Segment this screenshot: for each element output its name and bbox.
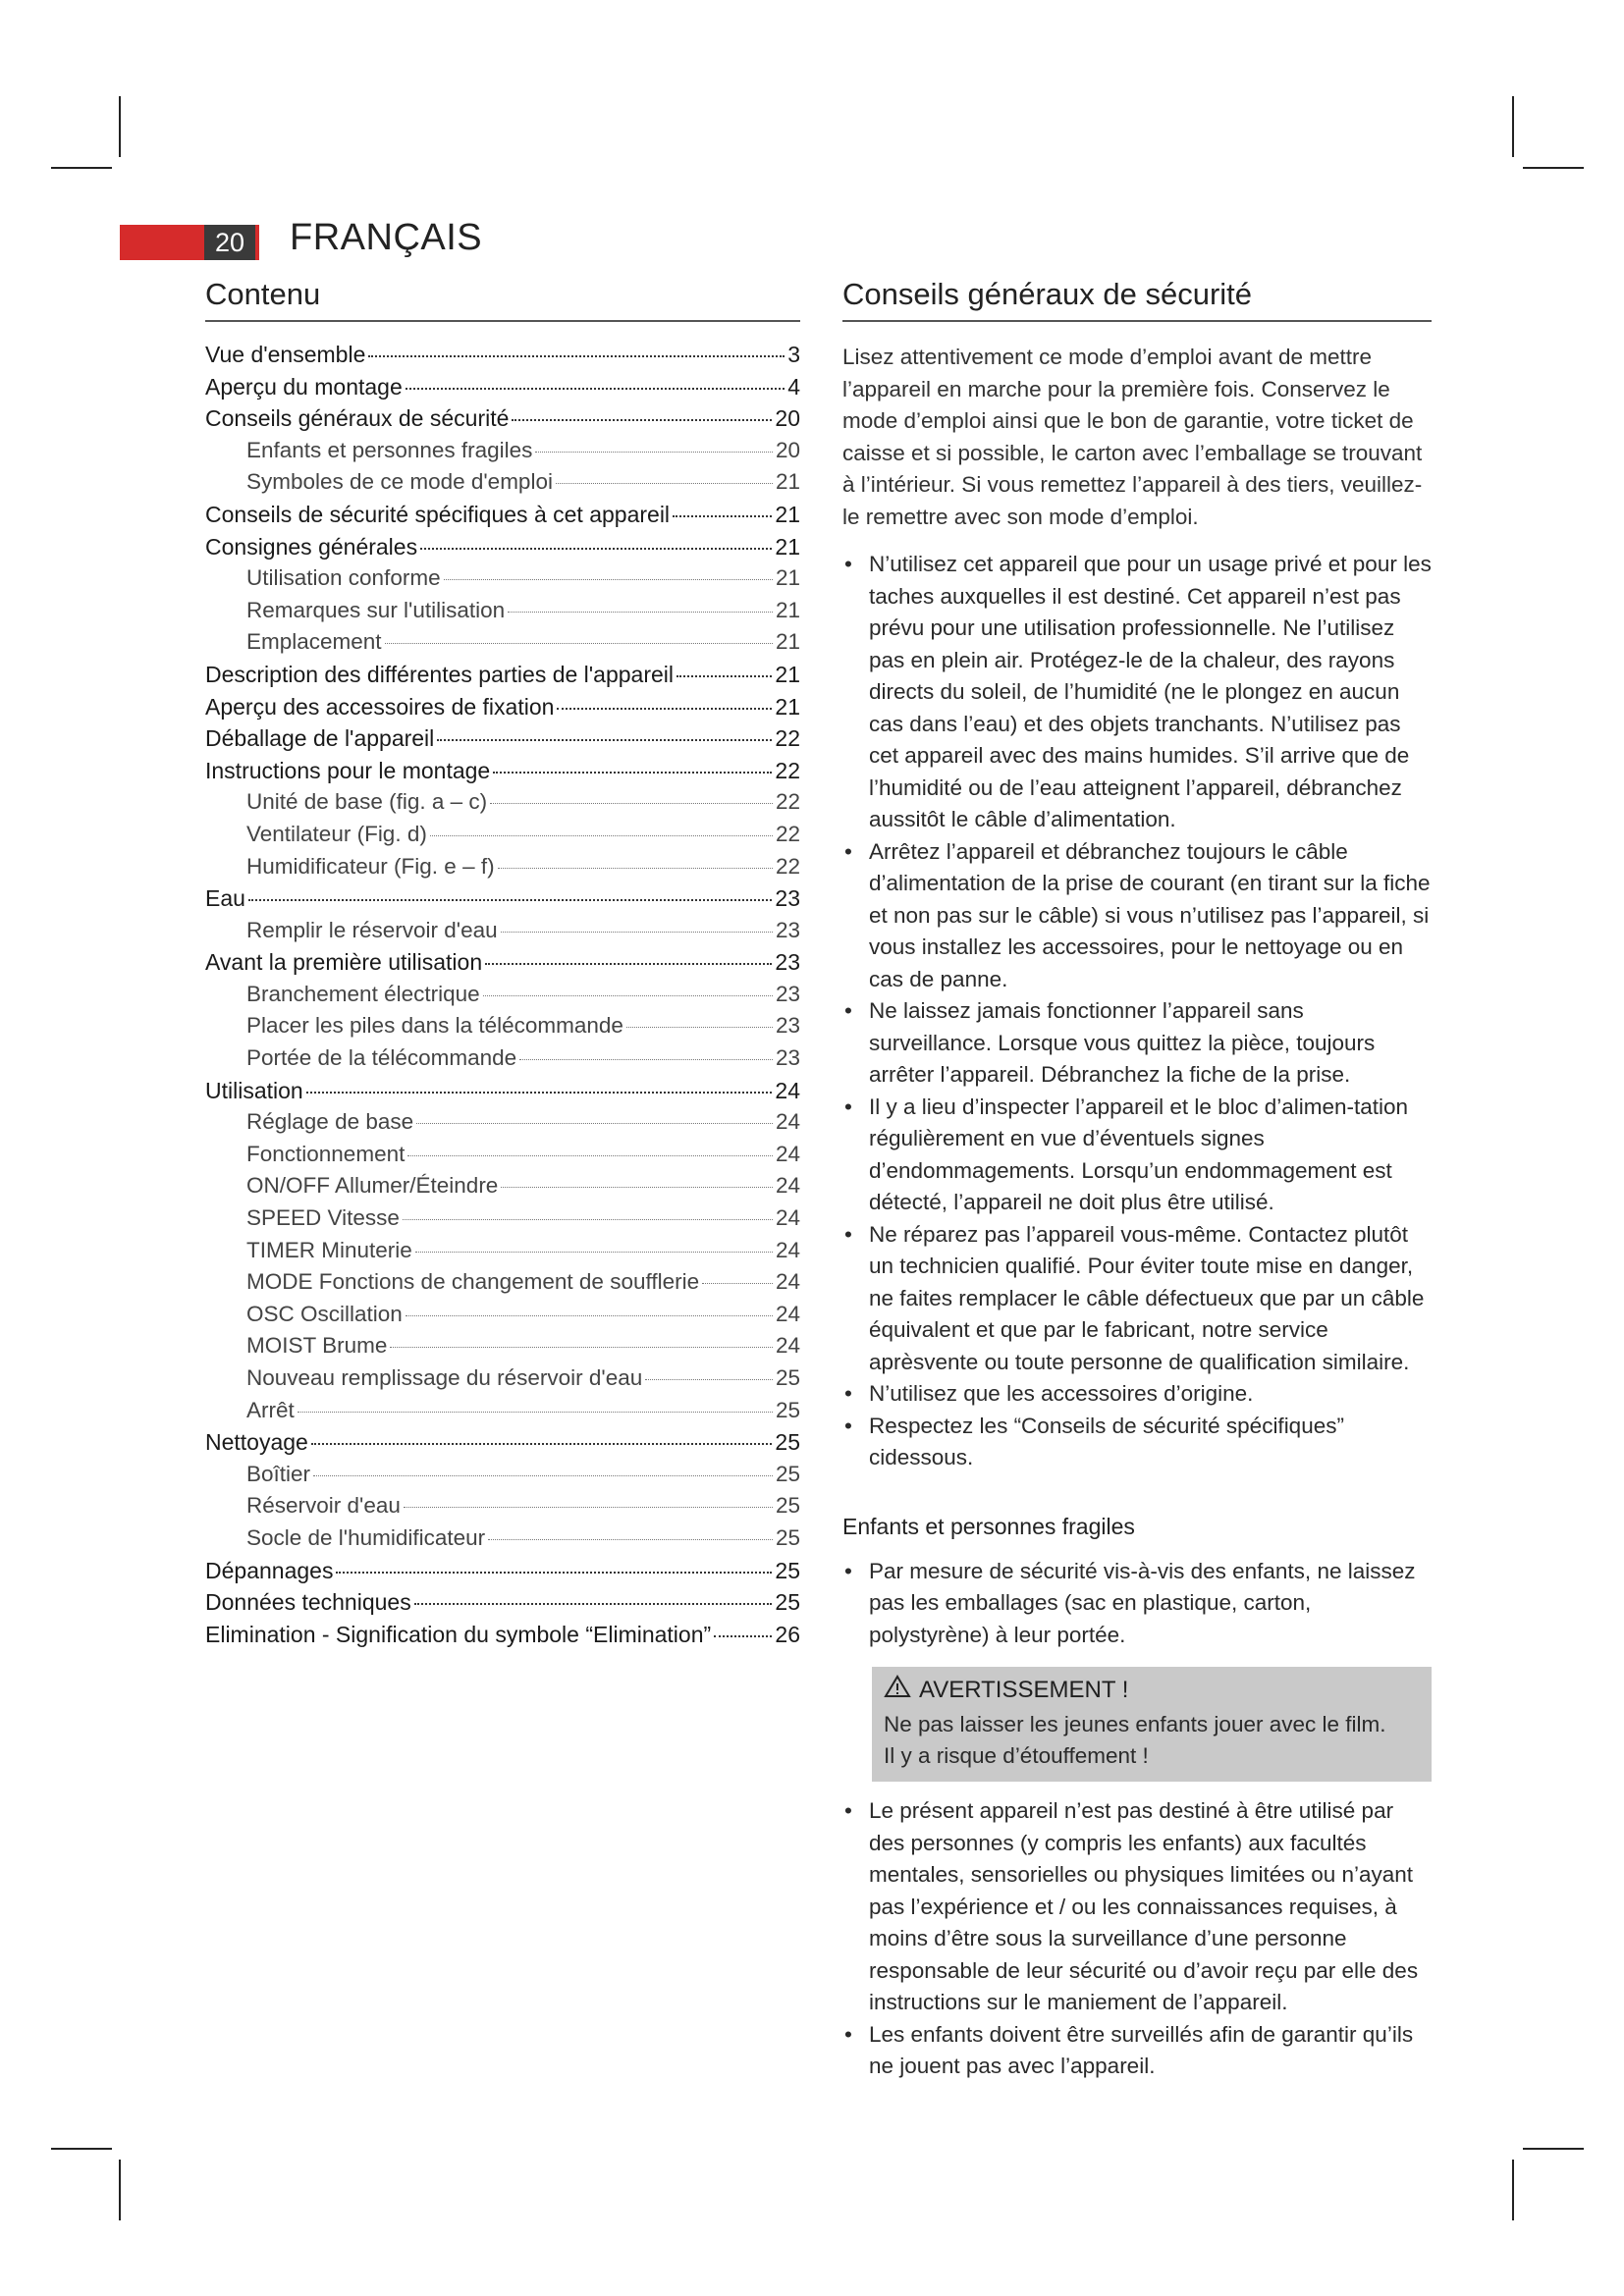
toc-leader-dots [407,1155,773,1156]
toc-entry-page: 21 [775,501,800,527]
toc-leader-dots [485,963,772,965]
toc-entry-label: Instructions pour le montage [205,757,491,783]
toc-entry-page: 24 [775,1077,800,1103]
toc-entry-label: Aperçu du montage [205,373,403,400]
bullet-text: Il y a lieu d’inspecter l’appareil et le bloc d’alimen-tation régulièrement en vue d’éventuels signes d’endommagements. Lorsqu’un endommagement est détecté, l’appareil ne doit plus être utilisé. [869,1094,1409,1214]
warning-triangle-icon [884,1675,911,1705]
toc-entry [205,1045,800,1078]
warning-box [872,1667,1432,1782]
toc-entry [205,725,800,758]
toc-entry-page: 21 [775,565,800,591]
toc-entry-page: 25 [775,1524,800,1550]
toc-leader-dots [498,868,773,869]
toc-entry-label: Humidificateur (Fig. e – f) [246,853,495,879]
bullet-item [842,1411,1432,1474]
crop-mark [119,96,121,157]
toc-leader-dots [501,1187,773,1188]
bullet-item [842,1219,1432,1379]
toc-entry-label: Enfants et personnes fragiles [246,437,533,462]
toc-leader-dots [645,1379,773,1380]
toc-leader-dots [437,739,772,741]
toc-entry-label: Nouveau remplissage du réservoir d'eau [246,1365,643,1390]
toc-entry [205,565,800,598]
bullet-icon: • [844,1221,852,1247]
bullet-item [842,1378,1432,1411]
toc-entry-label: Emplacement [246,629,382,655]
bullet-item [842,549,1432,836]
toc-entry-page: 23 [775,1045,800,1071]
toc-leader-dots [483,995,773,996]
safety-bullet-list [842,549,1432,1474]
toc-entry-label: Elimination - Signification du symbole “Elimination” [205,1621,712,1647]
crop-mark [1523,167,1584,169]
toc-entry [205,469,800,502]
toc-leader-dots [677,675,772,677]
toc-entry [205,438,800,470]
toc-entry-label: Nettoyage [205,1429,308,1456]
toc-leader-dots [508,612,773,613]
toc-entry [205,982,800,1014]
bullet-text: Par mesure de sécurité vis-à-vis des enfants, ne laissez pas les emballages (sac en plastique, carton, polystyrène) à leur portée. [869,1558,1416,1647]
toc-entry-label: Description des différentes parties de l'appareil [205,661,675,687]
toc-leader-dots [488,1539,773,1540]
bullet-text: Respectez les “Conseils de sécurité spécifiques” cidessous. [869,1413,1344,1469]
toc-leader-dots [430,835,773,836]
crop-mark [51,2148,112,2150]
toc-entry [205,949,800,982]
toc-entry [205,342,800,374]
toc-entry [205,854,800,886]
bullet-icon: • [844,552,852,576]
safety-title: Conseils généraux de sécurité [842,277,1432,322]
bullet-item [842,995,1432,1092]
toc-leader-dots [519,1059,773,1060]
toc-entry [205,1462,800,1494]
toc-entry-label: Réglage de base [246,1109,414,1135]
toc-entry-label: MOIST Brume [246,1333,388,1359]
toc-leader-dots [490,803,773,804]
toc-entry-label: Socle de l'humidificateur [246,1524,486,1550]
toc-entry-page: 23 [775,949,800,976]
toc-entry [205,405,800,438]
toc-entry-page: 21 [775,629,800,655]
toc-leader-dots [501,932,773,933]
bullet-icon: • [844,1798,852,1823]
toc-entry [205,598,800,630]
children-subheading: Enfants et personnes fragiles [842,1513,1135,1539]
toc-leader-dots [403,1219,773,1220]
toc-entry-label: Déballage de l'appareil [205,725,435,752]
toc-entry-label: MODE Fonctions de changement de soufflerie [246,1269,700,1295]
bullet-item [842,2019,1432,2083]
toc-leader-dots [385,643,773,644]
bullet-item [842,836,1432,996]
toc-list [205,342,800,1653]
toc-entry-label: Placer les piles dans la télécommande [246,1013,623,1039]
toc-entry-label: Réservoir d'eau [246,1493,401,1519]
toc-entry-page: 22 [775,757,800,783]
toc-entry-page: 25 [775,1557,800,1583]
bullet-icon: • [844,998,852,1023]
toc-entry-page: 24 [775,1109,800,1135]
crop-mark [1512,96,1514,157]
toc-entry-label: Vue d'ensemble [205,342,366,367]
toc-entry [205,1429,800,1462]
bullet-text: Les enfants doivent être surveillés afin de garantir qu’ils ne jouent pas avec l’appareil. [869,2021,1414,2078]
toc-entry [205,1269,800,1302]
toc-leader-dots [313,1475,773,1476]
toc-entry [205,885,800,918]
bullet-icon: • [844,838,852,864]
toc-entry-page: 23 [775,917,800,942]
toc-entry [205,374,800,406]
toc-entry-label: OSC Oscillation [246,1301,403,1326]
toc-entry-label: Portée de la télécommande [246,1045,517,1071]
toc-entry-label: Fonctionnement [246,1141,406,1166]
toc-entry-page: 25 [775,1397,800,1422]
toc-entry [205,1109,800,1142]
toc-entry [205,1525,800,1558]
toc-leader-dots [556,483,773,484]
toc-entry-page: 21 [775,533,800,560]
toc-leader-dots [414,1603,773,1605]
bullet-icon: • [844,1094,852,1119]
page-number: 20 [204,225,255,260]
toc-entry [205,1558,800,1590]
crop-mark [1512,2160,1514,2220]
children-bullet-list [842,1556,1432,1652]
toc-entry [205,1398,800,1430]
toc-entry-label: Conseils généraux de sécurité [205,405,510,432]
toc-entry [205,1365,800,1398]
warning-line-1: Ne pas laisser les jeunes enfants jouer avec le film. [884,1712,1386,1736]
toc-entry [205,1078,800,1110]
toc-leader-dots [415,1252,773,1253]
toc-entry-label: Données techniques [205,1589,411,1616]
toc-entry-page: 21 [775,661,800,687]
toc-entry-page: 25 [775,1365,800,1390]
toc-entry-page: 24 [775,1333,800,1359]
toc-leader-dots [311,1443,773,1445]
bullet-item [842,1795,1432,2019]
toc-entry-label: TIMER Minuterie [246,1237,412,1262]
toc-entry-page: 25 [775,1589,800,1616]
toc-entry-page: 23 [775,1013,800,1039]
toc-entry-page: 4 [787,373,800,400]
toc-leader-dots [248,899,772,901]
bullet-icon: • [844,1413,852,1438]
toc-entry [205,1622,800,1654]
toc-leader-dots [673,515,772,517]
toc-entry-page: 3 [787,342,800,367]
toc-leader-dots [702,1283,773,1284]
language-title: FRANÇAIS [290,217,483,258]
toc-entry-label: ON/OFF Allumer/Éteindre [246,1173,499,1199]
children-bullet-list-2 [842,1795,1432,2083]
toc-leader-dots [298,1412,773,1413]
toc-entry-label: SPEED Vitesse [246,1205,400,1231]
toc-entry-label: Boîtier [246,1461,311,1486]
toc-entry-label: Conseils de sécurité spécifiques à cet appareil [205,501,671,527]
toc-entry-page: 22 [775,853,800,879]
warning-title: AVERTISSEMENT ! [919,1676,1129,1703]
toc-leader-dots [444,579,773,580]
toc-entry [205,1142,800,1174]
toc-entry-label: Ventilateur (Fig. d) [246,821,427,846]
crop-mark [51,167,112,169]
bullet-icon: • [844,1381,852,1406]
table-of-contents [205,277,800,1653]
toc-entry-page: 21 [775,693,800,720]
toc-entry-page: 25 [775,1429,800,1456]
bullet-icon: • [844,2021,852,2047]
toc-entry [205,1013,800,1045]
toc-entry-label: Utilisation conforme [246,565,441,591]
bullet-item [842,1556,1432,1652]
toc-entry-label: Remarques sur l'utilisation [246,597,506,622]
toc-entry-page: 21 [775,597,800,622]
toc-entry-page: 24 [775,1301,800,1326]
toc-entry [205,1238,800,1270]
bullet-text: N’utilisez cet appareil que pour un usage privé et pour les taches auxquelles il est destiné. Cet appareil n’est pas prévu pour une utilisation professionnelle. Ne l’utilisez pas en plein air. Protégez-le de la chaleur, des rayons directs du soleil, de l’humidité (ne le plongez en aucun cas dans l’eau) et des objets tranchants. N’utilisez pas cet appareil avec des mains humides. S’il arrive que de l’humidité ou de l’eau atteignent l’appareil, débranchez aussitôt le câble d’alimentation. [869,552,1432,831]
toc-entry-label: Aperçu des accessoires de fixation [205,693,555,720]
toc-entry [205,502,800,534]
toc-entry-label: Utilisation [205,1077,303,1103]
toc-entry-label: Symboles de ce mode d'emploi [246,469,553,495]
toc-leader-dots [404,1507,773,1508]
toc-leader-dots [336,1572,772,1574]
safety-intro: Lisez attentivement ce mode d’emploi avant de mettre l’appareil en marche pour la première fois. Conservez le mode d’emploi ainsi que le bon de garantie, votre ticket de caisse et si possible, le carton avec l’emballage se trouvant à l’intérieur. Si vous remettez l’appareil à des tiers, veuillez-le remettre avec son mode d’emploi. [842,345,1423,529]
toc-leader-dots [306,1092,773,1094]
toc-entry [205,1589,800,1622]
toc-entry-page: 25 [775,1493,800,1519]
toc-entry-label: Arrêt [246,1397,295,1422]
toc-entry-page: 24 [775,1269,800,1295]
toc-entry-page: 26 [775,1621,800,1647]
toc-entry [205,822,800,854]
toc-entry-label: Unité de base (fig. a – c) [246,789,488,815]
toc-entry-page: 20 [775,437,800,462]
toc-entry-label: Branchement électrique [246,981,480,1006]
toc-leader-dots [512,419,772,421]
bullet-icon: • [844,1558,852,1583]
toc-entry [205,694,800,726]
safety-section [842,277,1432,2083]
toc-leader-dots [368,355,785,357]
toc-entry-label: Eau [205,885,245,912]
toc-entry-page: 24 [775,1141,800,1166]
toc-entry-page: 23 [775,981,800,1006]
toc-entry-page: 23 [775,885,800,912]
bullet-text: N’utilisez que les accessoires d’origine. [869,1381,1254,1406]
warning-heading [884,1675,1420,1705]
toc-entry [205,629,800,662]
bullet-text: Arrêtez l’appareil et débranchez toujours le câble d’alimentation de la prise de courant (en tirant sur la fiche et non pas sur le câble) si vous n’utilisez pas l’appareil, si vous installez les accessoires, pour le nettoyage ou en cas de panne. [869,838,1431,991]
toc-entry-page: 21 [775,469,800,495]
crop-mark [1523,2148,1584,2150]
toc-entry-label: Consignes générales [205,533,418,560]
bullet-text: Le présent appareil n’est pas destiné à être utilisé par des personnes (y compris les enfants) aux facultés mentales, sensorielles ou physiques limitées ou n’ayant pas l’expérience et / ou les connaissances requises, à moins d’être sous la surveillance d’une personne responsable de leur sécurité ou d’avoir reçu par elle des instructions sur le maniement de l’appareil. [869,1798,1419,2014]
toc-entry-page: 22 [775,821,800,846]
bullet-text: Ne laissez jamais fonctionner l’appareil sans surveillance. Lorsque vous quittez la pièce, toujours arrêter l’appareil. Débranchez la fiche de la prise. [869,998,1376,1087]
toc-entry [205,1173,800,1205]
toc-entry [205,534,800,566]
toc-entry-label: Dépannages [205,1557,334,1583]
toc-entry [205,1205,800,1238]
crop-mark [119,2160,121,2220]
bullet-item [842,1092,1432,1219]
toc-entry [205,1333,800,1365]
toc-leader-dots [557,708,772,710]
toc-entry-page: 22 [775,789,800,815]
toc-leader-dots [390,1347,773,1348]
toc-entry-page: 22 [775,725,800,752]
toc-entry-label: Avant la première utilisation [205,949,483,976]
toc-leader-dots [420,548,772,550]
toc-entry [205,789,800,822]
toc-leader-dots [714,1635,772,1637]
toc-entry-page: 24 [775,1237,800,1262]
toc-leader-dots [493,772,772,774]
toc-entry [205,1302,800,1334]
toc-entry [205,662,800,694]
toc-leader-dots [626,1027,773,1028]
toc-entry [205,918,800,950]
toc-leader-dots [406,388,785,390]
toc-entry-page: 24 [775,1173,800,1199]
bullet-text: Ne réparez pas l’appareil vous-même. Contactez plutôt un technicien qualifié. Pour éviter toute mise en danger, ne faites remplacer le câble défectueux que par un câble équivalent et que par le fabricant, notre service aprèsvente ou toute personne de qualification similaire. [869,1221,1425,1374]
toc-entry [205,1493,800,1525]
toc-entry [205,758,800,790]
toc-title: Contenu [205,277,800,322]
toc-leader-dots [416,1123,773,1124]
toc-entry-page: 20 [775,405,800,432]
toc-leader-dots [535,452,773,453]
warning-line-2: Il y a risque d’étouffement ! [884,1743,1149,1768]
toc-entry-label: Remplir le réservoir d'eau [246,917,498,942]
toc-entry-page: 24 [775,1205,800,1231]
toc-entry-page: 25 [775,1461,800,1486]
toc-leader-dots [406,1315,773,1316]
